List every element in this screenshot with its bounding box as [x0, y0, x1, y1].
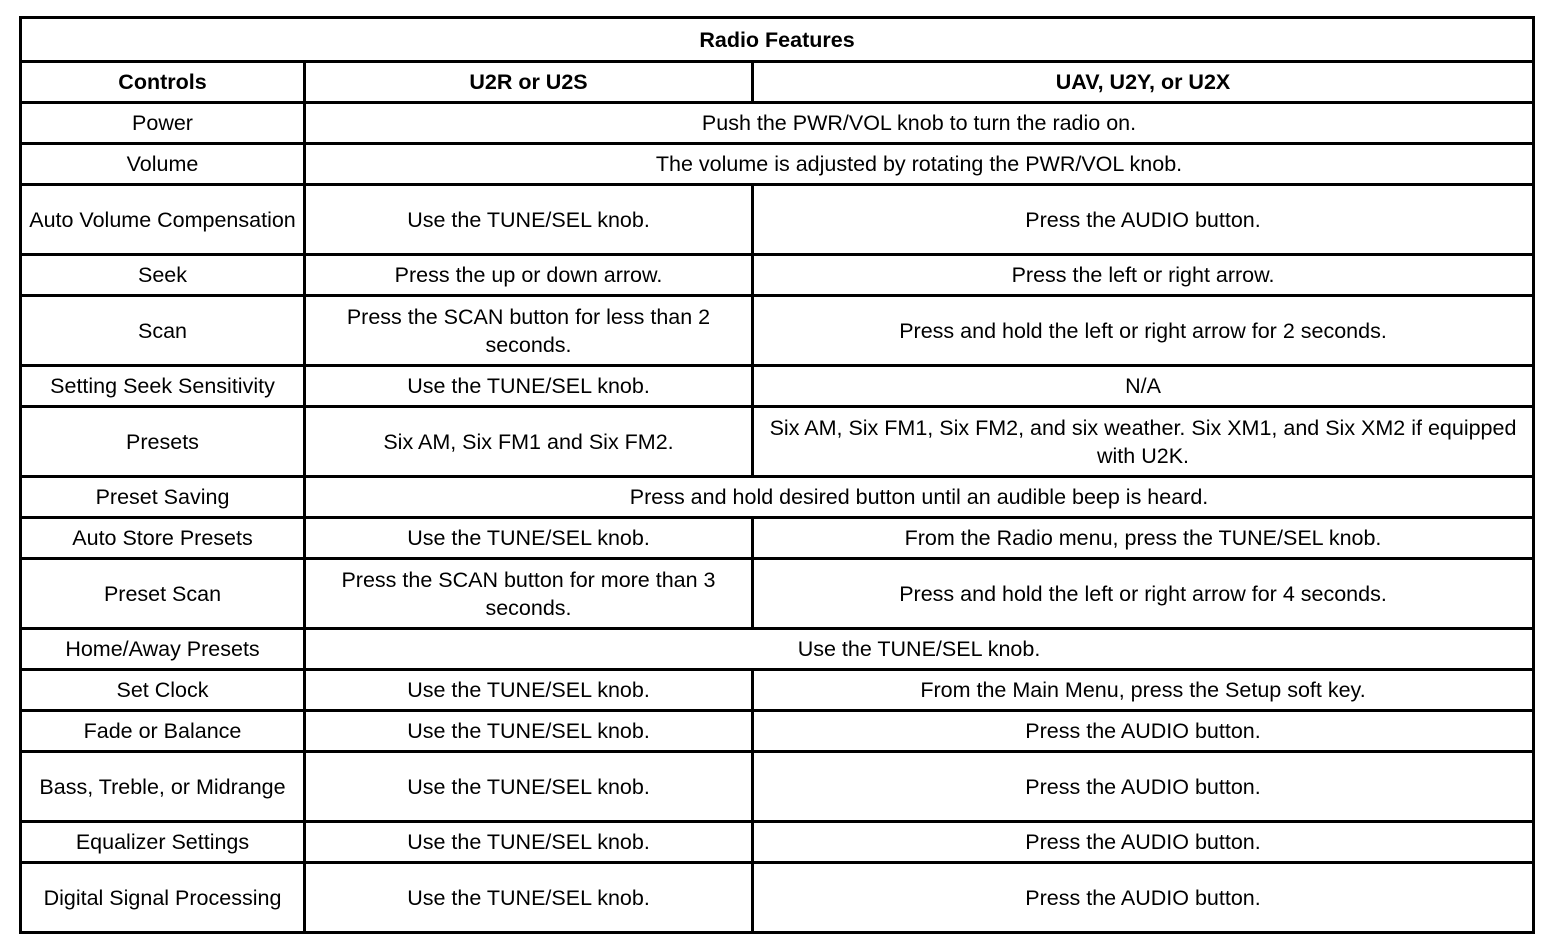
- u2r-cell: Use the TUNE/SEL knob.: [305, 711, 753, 752]
- control-cell: Auto Store Presets: [21, 518, 305, 559]
- uav-cell: From the Radio menu, press the TUNE/SEL knob.: [753, 518, 1534, 559]
- uav-cell: Press and hold the left or right arrow for 2 seconds.: [753, 296, 1534, 366]
- table-row: [21, 103, 1534, 144]
- u2r-cell: Press the up or down arrow.: [305, 255, 753, 296]
- control-cell: Home/Away Presets: [21, 629, 305, 670]
- u2r-cell: Use the TUNE/SEL knob.: [305, 752, 753, 822]
- control-cell: Bass, Treble, or Midrange: [21, 752, 305, 822]
- table-header-row: [21, 62, 1534, 103]
- u2r-cell: Use the TUNE/SEL knob.: [305, 518, 753, 559]
- merged-cell: The volume is adjusted by rotating the PWR/VOL knob.: [305, 144, 1534, 185]
- uav-cell: Press the left or right arrow.: [753, 255, 1534, 296]
- uav-cell: Press the AUDIO button.: [753, 752, 1534, 822]
- table-row: [21, 518, 1534, 559]
- uav-cell: Press and hold the left or right arrow for 4 seconds.: [753, 559, 1534, 629]
- merged-cell: Use the TUNE/SEL knob.: [305, 629, 1534, 670]
- control-cell: Fade or Balance: [21, 711, 305, 752]
- radio-features-table-wrapper: [19, 16, 1535, 934]
- uav-cell: Press the AUDIO button.: [753, 711, 1534, 752]
- control-cell: Digital Signal Processing: [21, 863, 305, 933]
- control-cell: Presets: [21, 407, 305, 477]
- table-title-row: [21, 18, 1534, 62]
- control-cell: Auto Volume Compensation: [21, 185, 305, 255]
- table-row: [21, 296, 1534, 366]
- control-cell: Scan: [21, 296, 305, 366]
- uav-cell: Press the AUDIO button.: [753, 863, 1534, 933]
- u2r-cell: Use the TUNE/SEL knob.: [305, 822, 753, 863]
- table-row: [21, 752, 1534, 822]
- u2r-cell: Use the TUNE/SEL knob.: [305, 670, 753, 711]
- u2r-cell: Use the TUNE/SEL knob.: [305, 863, 753, 933]
- table-row: [21, 559, 1534, 629]
- table-row: [21, 366, 1534, 407]
- table-row: [21, 822, 1534, 863]
- control-cell: Preset Scan: [21, 559, 305, 629]
- control-cell: Power: [21, 103, 305, 144]
- table-title: Radio Features: [21, 18, 1534, 62]
- uav-cell: Six AM, Six FM1, Six FM2, and six weather. Six XM1, and Six XM2 if equipped with U2K.: [753, 407, 1534, 477]
- table-row: [21, 863, 1534, 933]
- radio-features-table: [19, 16, 1535, 934]
- control-cell: Equalizer Settings: [21, 822, 305, 863]
- header-u2r-u2s: U2R or U2S: [305, 62, 753, 103]
- u2r-cell: Use the TUNE/SEL knob.: [305, 366, 753, 407]
- header-controls: Controls: [21, 62, 305, 103]
- control-cell: Set Clock: [21, 670, 305, 711]
- table-row: [21, 711, 1534, 752]
- table-row: [21, 670, 1534, 711]
- merged-cell: Push the PWR/VOL knob to turn the radio on.: [305, 103, 1534, 144]
- control-cell: Seek: [21, 255, 305, 296]
- table-row: [21, 407, 1534, 477]
- u2r-cell: Press the SCAN button for more than 3 seconds.: [305, 559, 753, 629]
- control-cell: Volume: [21, 144, 305, 185]
- uav-cell: From the Main Menu, press the Setup soft key.: [753, 670, 1534, 711]
- uav-cell: Press the AUDIO button.: [753, 822, 1534, 863]
- header-uav-u2y-u2x: UAV, U2Y, or U2X: [753, 62, 1534, 103]
- uav-cell: N/A: [753, 366, 1534, 407]
- control-cell: Preset Saving: [21, 477, 305, 518]
- uav-cell: Press the AUDIO button.: [753, 185, 1534, 255]
- table-row: [21, 185, 1534, 255]
- table-row: [21, 144, 1534, 185]
- table-row: [21, 255, 1534, 296]
- table-row: [21, 477, 1534, 518]
- u2r-cell: Press the SCAN button for less than 2 seconds.: [305, 296, 753, 366]
- control-cell: Setting Seek Sensitivity: [21, 366, 305, 407]
- u2r-cell: Use the TUNE/SEL knob.: [305, 185, 753, 255]
- u2r-cell: Six AM, Six FM1 and Six FM2.: [305, 407, 753, 477]
- table-row: [21, 629, 1534, 670]
- merged-cell: Press and hold desired button until an audible beep is heard.: [305, 477, 1534, 518]
